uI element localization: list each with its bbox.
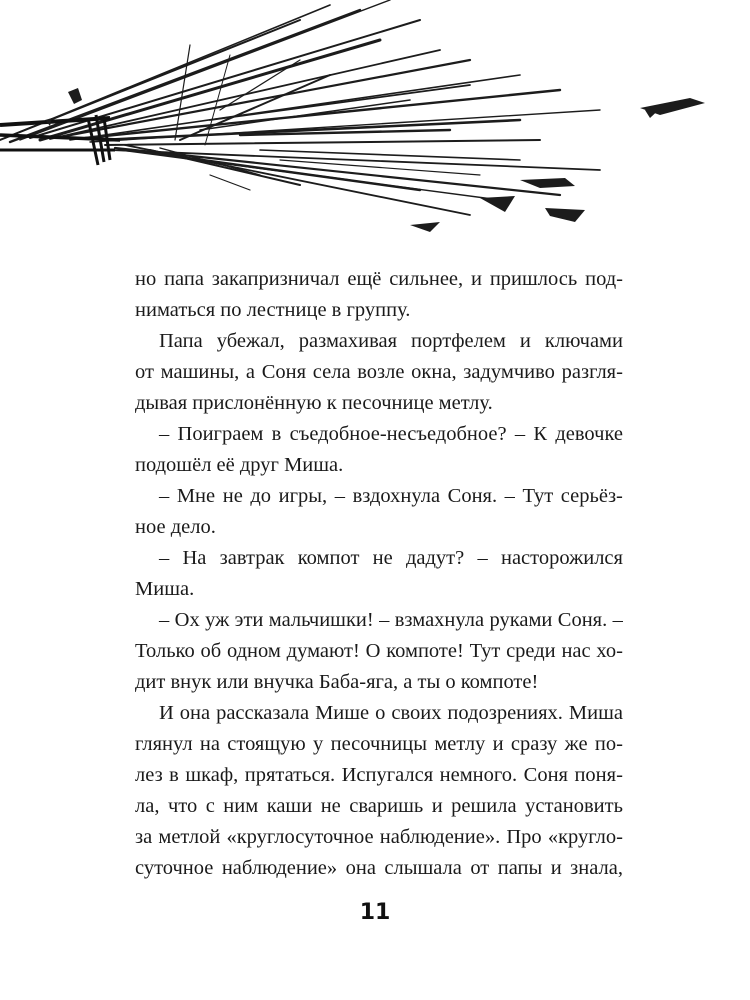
text-line: суточное наблюдение» она слышала от папы и знала, — [135, 857, 623, 879]
text-line: Папа убежал, размахивая портфелем и ключами — [159, 330, 623, 352]
body-text — [135, 264, 623, 884]
text-line: глянул на стоящую у песочницы метлу и сразу же по- — [135, 733, 623, 755]
paragraph — [135, 264, 623, 326]
paragraph — [135, 419, 623, 481]
text-line: Миша. — [135, 578, 195, 600]
paragraph — [135, 543, 623, 605]
paragraph — [135, 605, 623, 698]
text-line: И она рассказала Мише о своих подозрениях. Миша — [159, 702, 623, 724]
broom-bristles — [0, 0, 600, 215]
paragraph — [135, 481, 623, 543]
text-line: подошёл её друг Миша. — [135, 454, 344, 476]
broom-illustration — [0, 0, 750, 235]
text-line: дит внук или внучка Баба-яга, а ты о компоте! — [135, 671, 539, 693]
text-line: – На завтрак компот не дадут? – насторожился — [159, 547, 623, 569]
text-line: за метлой «круглосуточное наблюдение». Про «кругло- — [135, 826, 623, 848]
text-line: лез в шкаф, прятаться. Испугался немного. Соня поня- — [135, 764, 623, 786]
paragraph — [135, 698, 623, 884]
text-line: но папа закапризничал ещё сильнее, и пришлось под- — [135, 268, 623, 290]
paragraph — [135, 326, 623, 419]
text-line: – Поиграем в съедобное-несъедобное? – К девочке — [159, 423, 623, 445]
text-line: дывая прислонённую к песочнице метлу. — [135, 392, 493, 414]
text-line: – Ох уж эти мальчишки! – взмахнула руками Соня. – — [159, 609, 623, 631]
text-line: ное дело. — [135, 516, 216, 538]
text-line: от машины, а Соня села возле окна, задумчиво разгля- — [135, 361, 623, 383]
page-number: 11 — [359, 900, 391, 925]
text-line: – Мне не до игры, – вздохнула Соня. – Тут серьёз- — [159, 485, 623, 507]
text-line: Только об одном думают! О компоте! Тут среди нас хо- — [135, 640, 623, 662]
text-line: ниматься по лестнице в группу. — [135, 299, 411, 321]
text-line: ла, что с ним каши не сваришь и решила установить — [135, 795, 623, 817]
